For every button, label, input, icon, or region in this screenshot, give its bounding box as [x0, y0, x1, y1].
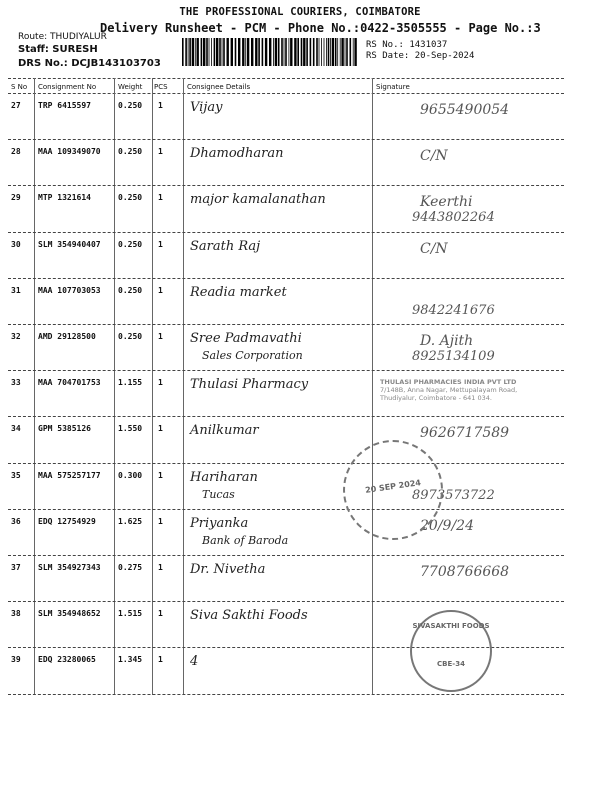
table-row — [0, 233, 600, 279]
consignee-name: Priyanka — [190, 515, 249, 531]
consignee-name: 4 — [190, 654, 199, 670]
consignee-name: Readia market — [190, 284, 287, 300]
barcode-bar — [353, 38, 354, 66]
rs-number: RS No.: 1431037 — [366, 40, 448, 50]
cell-sno: 38 — [11, 609, 21, 619]
barcode-bar — [265, 38, 267, 66]
table-row — [0, 417, 600, 463]
barcode-bar — [306, 38, 308, 66]
cell-pcs: 1 — [158, 285, 163, 295]
cell-pcs: 1 — [158, 470, 163, 480]
cell-weight: 0.250 — [118, 147, 143, 157]
table-row — [0, 510, 600, 556]
cell-consignment-no: EDQ 12754929 — [38, 516, 96, 526]
stamp-text: CBE-34 — [437, 660, 465, 668]
barcode-bar — [222, 38, 223, 66]
signature-text: C/N — [420, 148, 448, 165]
barcode-bar — [324, 38, 325, 66]
table-row — [0, 325, 600, 371]
consignee-name-line2: Bank of Baroda — [202, 533, 289, 547]
cell-weight: 1.155 — [118, 378, 143, 388]
barcode-bar — [211, 38, 212, 66]
cell-consignment-no: SLM 354948652 — [38, 609, 101, 619]
cell-sno: 33 — [11, 378, 21, 388]
cell-consignment-no: EDQ 23280065 — [38, 655, 96, 665]
cell-sno: 32 — [11, 332, 21, 341]
signature-text: D. Ajith — [420, 333, 474, 349]
signature-text: Keerthi — [420, 194, 473, 211]
consignee-name: Dr. Nivetha — [190, 562, 266, 577]
cell-weight: 0.275 — [118, 563, 143, 572]
stamp-text: SIVASAKTHI FOODS — [412, 622, 490, 630]
table-top-rule — [8, 78, 564, 79]
cell-pcs: 1 — [158, 193, 163, 203]
cell-consignment-no: MAA 704701753 — [38, 378, 101, 388]
barcode-bar — [269, 38, 271, 66]
barcode-bar — [216, 38, 218, 66]
sivasakthi-foods-stamp — [410, 610, 492, 692]
signature-text: 7708766668 — [420, 564, 510, 580]
barcode-bar — [255, 38, 257, 66]
cell-consignment-no: AMD 29128500 — [38, 332, 96, 341]
cell-consignment-no: SLM 354940407 — [38, 239, 101, 249]
table-row — [0, 602, 600, 648]
barcode-bar — [197, 38, 199, 66]
stamp-line: Thudiyalur, Coimbatore - 641 034. — [380, 394, 492, 402]
cell-weight: 1.625 — [118, 516, 143, 526]
barcode-bar — [350, 38, 352, 66]
cell-sno: 27 — [11, 101, 21, 110]
barcode-bar — [251, 38, 253, 66]
barcode-bar — [354, 38, 356, 66]
barcode-bar — [192, 38, 194, 66]
barcode-bar — [273, 38, 274, 66]
barcode-bar — [328, 38, 330, 66]
cell-weight: 0.250 — [118, 239, 143, 249]
barcode-bar — [182, 38, 184, 66]
signature-phone: 8973573722 — [412, 487, 495, 503]
barcode-bar — [201, 38, 203, 66]
barcode-bar — [330, 38, 331, 66]
cell-pcs: 1 — [158, 332, 163, 341]
col-header-signature: Signature — [376, 83, 410, 91]
cell-pcs: 1 — [158, 424, 163, 434]
table-row — [0, 140, 600, 186]
cell-weight: 0.300 — [118, 470, 143, 480]
consignee-name: Sree Padmavathi — [190, 331, 302, 346]
cell-pcs: 1 — [158, 378, 163, 388]
barcode-bar — [284, 38, 285, 66]
cell-consignment-no: TRP 6415597 — [38, 101, 91, 110]
cell-consignment-no: MAA 575257177 — [38, 470, 101, 480]
rs-date: RS Date: 20-Sep-2024 — [366, 51, 475, 61]
cell-consignment-no: MAA 107703053 — [38, 285, 101, 295]
signature-phone: 9443802264 — [412, 210, 495, 226]
barcode-bar — [209, 38, 210, 66]
cell-sno: 35 — [11, 470, 21, 480]
cell-consignment-no: MAA 109349070 — [38, 147, 101, 157]
cell-pcs: 1 — [158, 609, 163, 619]
barcode-bar — [281, 38, 283, 66]
barcode-bar — [289, 38, 290, 66]
col-header-consignee: Consignee Details — [187, 83, 251, 91]
barcode-bar — [278, 38, 280, 66]
cell-weight: 0.250 — [118, 193, 143, 203]
row-divider — [8, 694, 564, 695]
barcode-bar — [319, 38, 320, 66]
consignee-name: Vijay — [190, 100, 223, 115]
page-title: THE PROFESSIONAL COURIERS, COIMBATORE — [179, 6, 421, 18]
table-row — [0, 94, 600, 140]
barcode-bar — [332, 38, 334, 66]
signature-text: 9626717589 — [420, 425, 510, 442]
cell-sno: 29 — [11, 193, 21, 203]
barcode-bar — [214, 38, 216, 66]
cell-pcs: 1 — [158, 655, 163, 665]
cell-weight: 0.250 — [118, 285, 143, 295]
cell-sno: 30 — [11, 239, 21, 249]
consignee-name: Anilkumar — [190, 423, 259, 439]
signature-text: 20/9/24 — [420, 517, 474, 534]
barcode-bar — [346, 38, 348, 66]
cell-sno: 28 — [11, 147, 21, 157]
consignee-name: Hariharan — [190, 469, 258, 485]
consignee-name-line2: Tucas — [202, 487, 235, 501]
barcode-bar — [227, 38, 229, 66]
barcode-bar — [262, 38, 264, 66]
barcode-bar — [313, 38, 315, 66]
barcode-bar — [341, 38, 343, 66]
cell-weight: 1.550 — [118, 424, 143, 434]
stamp-line: 7/148B, Anna Nagar, Mettupalayam Road, — [380, 386, 518, 394]
cell-sno: 39 — [11, 655, 21, 665]
barcode-bar — [258, 38, 260, 66]
cell-consignment-no: MTP 1321614 — [38, 193, 91, 203]
barcode-bar — [245, 38, 246, 66]
table-row — [0, 464, 600, 510]
barcode-bar — [247, 38, 249, 66]
cell-weight: 1.515 — [118, 609, 143, 619]
barcode-bar — [326, 38, 327, 66]
cell-weight: 0.250 — [118, 101, 143, 110]
barcode-bar — [238, 38, 240, 66]
page-subtitle: Delivery Runsheet - PCM - Phone No.:0422-3505555 - Page No.:3 — [100, 21, 541, 35]
staff-label: Staff: SURESH — [18, 44, 98, 55]
consignee-name-line2: Sales Corporation — [202, 349, 303, 362]
barcode-bar — [310, 38, 312, 66]
barcode-bar — [285, 38, 287, 66]
cell-sno: 36 — [11, 516, 21, 526]
stamp-line: THULASI PHARMACIES INDIA PVT LTD — [380, 378, 517, 386]
barcode-bar — [337, 38, 338, 66]
cell-sno: 37 — [11, 563, 21, 572]
signature-text: 9655490054 — [420, 102, 510, 118]
barcode-image — [182, 38, 358, 66]
barcode-bar — [301, 38, 303, 66]
table-row — [0, 279, 600, 325]
cell-pcs: 1 — [158, 147, 163, 157]
thulasi-pharmacy-stamp — [380, 378, 555, 402]
col-header-pcs: PCS — [154, 83, 168, 91]
table-row — [0, 186, 600, 232]
signature-phone: 8925134109 — [412, 349, 495, 364]
barcode-bar — [188, 38, 189, 66]
col-header-weight: Weight — [118, 83, 143, 91]
consignee-name: Siva Sakthi Foods — [190, 608, 308, 624]
cell-sno: 34 — [11, 424, 21, 434]
barcode-bar — [185, 38, 187, 66]
barcode-bar — [340, 38, 341, 66]
signature-phone: 9842241676 — [412, 302, 495, 318]
table-row — [0, 556, 600, 602]
barcode-bar — [297, 38, 299, 66]
signature-text: C/N — [420, 240, 448, 257]
drs-number: DRS No.: DCJB143103703 — [18, 58, 161, 69]
barcode-bar — [206, 38, 208, 66]
cell-pcs: 1 — [158, 101, 163, 110]
route-label: Route: THUDIYALUR — [18, 32, 107, 42]
barcode-bar — [345, 38, 346, 66]
consignee-name: Thulasi Pharmacy — [190, 377, 309, 393]
barcode-bar — [219, 38, 221, 66]
barcode-bar — [223, 38, 225, 66]
cell-consignment-no: SLM 354927343 — [38, 563, 101, 572]
barcode-bar — [290, 38, 292, 66]
consignee-name: Sarath Raj — [190, 238, 261, 254]
consignee-name: major kamalanathan — [190, 192, 326, 208]
barcode-bar — [235, 38, 237, 66]
col-header-consignment: Consignment No — [38, 83, 97, 91]
consignee-name: Dhamodharan — [190, 146, 284, 162]
barcode-bar — [303, 38, 305, 66]
barcode-bar — [195, 38, 196, 66]
cell-weight: 1.345 — [118, 655, 143, 665]
barcode-bar — [335, 38, 337, 66]
barcode-bar — [242, 38, 244, 66]
table-row — [0, 648, 600, 694]
cell-weight: 0.250 — [118, 332, 143, 341]
cell-pcs: 1 — [158, 239, 163, 249]
barcode-bar — [275, 38, 277, 66]
cell-sno: 31 — [11, 285, 21, 295]
round-company-stamp — [343, 440, 443, 540]
barcode-bar — [203, 38, 205, 66]
barcode-bar — [294, 38, 296, 66]
barcode-bar — [231, 38, 233, 66]
cell-consignment-no: GPM 5385126 — [38, 424, 91, 434]
cell-pcs: 1 — [158, 516, 163, 526]
barcode-bar — [189, 38, 191, 66]
stamp-date: 20 SEP 2024 — [364, 478, 422, 495]
barcode-bar — [321, 38, 322, 66]
cell-pcs: 1 — [158, 563, 163, 572]
col-header-sno: S No — [11, 83, 28, 91]
barcode-bar — [316, 38, 318, 66]
